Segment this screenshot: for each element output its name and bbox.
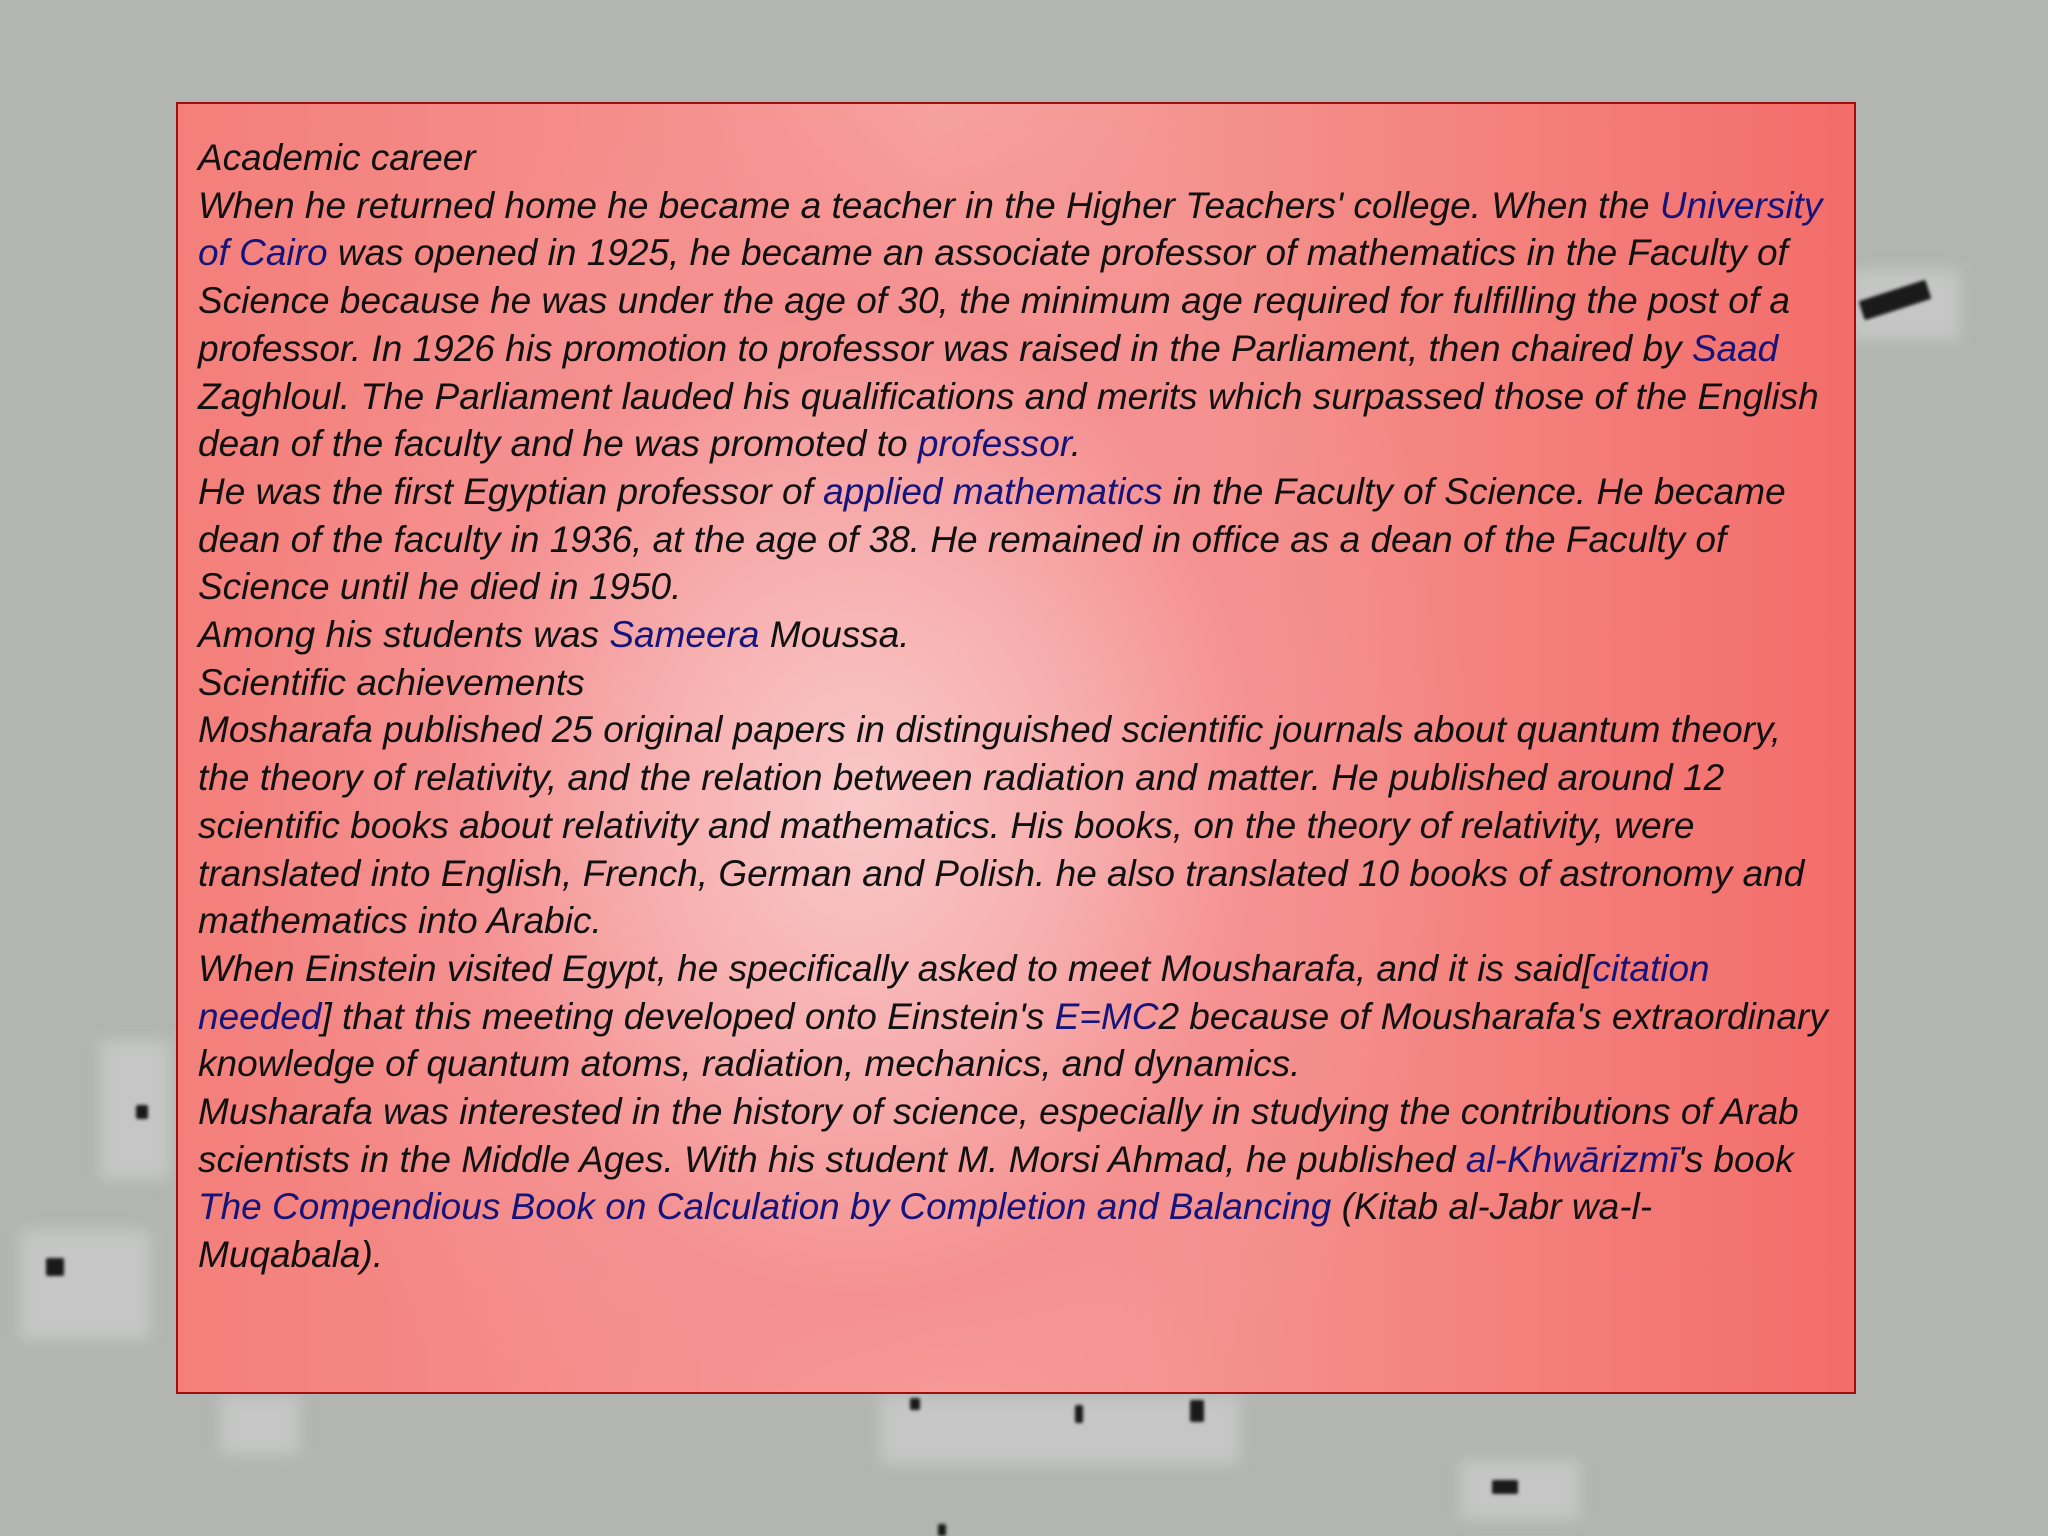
link-saad[interactable]: Saad [1691,327,1779,369]
link-professor[interactable]: professor [917,423,1071,465]
background-speck [1075,1405,1083,1423]
link-university-of-cairo[interactable]: University of Cairo [198,184,1823,274]
text-run: Zaghloul. The Parliament lauded his qualifications and merits which surpassed those of the English dean of the faculty and he was promoted to [198,375,1819,465]
link-al-khwarizmi[interactable]: al-Khwārizmī [1465,1138,1678,1180]
text-run: When he returned home he became a teacher in the Higher Teachers' college. When the [198,184,1660,226]
link-emc[interactable]: E=MC [1054,995,1159,1037]
background-speck [136,1105,148,1119]
link-citation-needed[interactable]: citation needed [198,947,1710,1037]
text-run: Among his students was [198,614,610,656]
background-speck [910,1398,920,1410]
text-run: He was the first Egyptian professor of [198,470,824,512]
text-run: was opened in 1925, he became an associate professor of mathematics in the Faculty of Science because he was under the age of 30, the minimum age required for fulfilling the post of a professor. In 1926 his promotion to professor was raised in the Parliament, then chaired by [198,232,1790,369]
text-run: ] that this meeting developed onto Einstein's [321,995,1055,1037]
background-speck [46,1258,64,1276]
text-run: 's book [1677,1138,1794,1180]
text-run: . [1070,423,1082,465]
text-run: in the Faculty of Science. He became dean of the faculty in 1936, at the age of 38. He remained in office as a dean of the Faculty of Science until he died in 1950. [198,470,1786,608]
background-blur-patch [100,1040,170,1180]
link-sameera[interactable]: Sameera [609,614,760,656]
text-run: Moussa. [759,614,910,656]
paragraph-scientific-1: Mosharafa published 25 original papers in distinguished scientific journals about quantum theory, the theory of relativity, and the relation between radiation and matter. He published around 12 scientific books about relativity and mathematics. His books, on the theory of relativity, were translated into English, French, German and Polish. he also translated 10 books of astronomy and mathematics into Arabic. [198,709,1805,942]
paragraph-academic-1 [198,182,1834,468]
text-run: Musharafa was interested in the history of science, especially in studying the contributions of Arab scientists in the Middle Ages. With his student M. Morsi Ahmad, he published [198,1091,1799,1180]
text-run: When Einstein visited Egypt, he specifically asked to meet Mousharafa, and it is said[ [198,947,1593,989]
paragraph-academic-3 [198,611,1834,659]
background-speck [1190,1400,1204,1422]
background-blur-patch [20,1230,150,1340]
text-run: (Kitab al-Jabr wa-l-Muqabala). [198,1186,1653,1276]
paragraph-scientific-2 [198,945,1834,1088]
background-blur-patch [880,1395,1240,1465]
link-compendious-book[interactable]: The Compendious Book on Calculation by Completion and Balancing [198,1186,1332,1228]
background-speck [1492,1480,1518,1494]
link-applied-mathematics[interactable]: applied mathematics [823,470,1163,512]
background-blur-patch [220,1395,300,1455]
text-box [176,102,1856,1394]
background-speck [938,1524,946,1536]
paragraph-scientific-3 [198,1088,1834,1279]
background-blur-patch [1460,1460,1580,1520]
section-heading-scientific-achievements: Scientific achievements [198,661,585,703]
text-run: 2 because of Mousharafa's extraordinary knowledge of quantum atoms, radiation, mechanics, and dynamics. [198,995,1828,1085]
paragraph-academic-2 [198,468,1834,611]
section-heading-academic-career: Academic career [198,137,476,178]
